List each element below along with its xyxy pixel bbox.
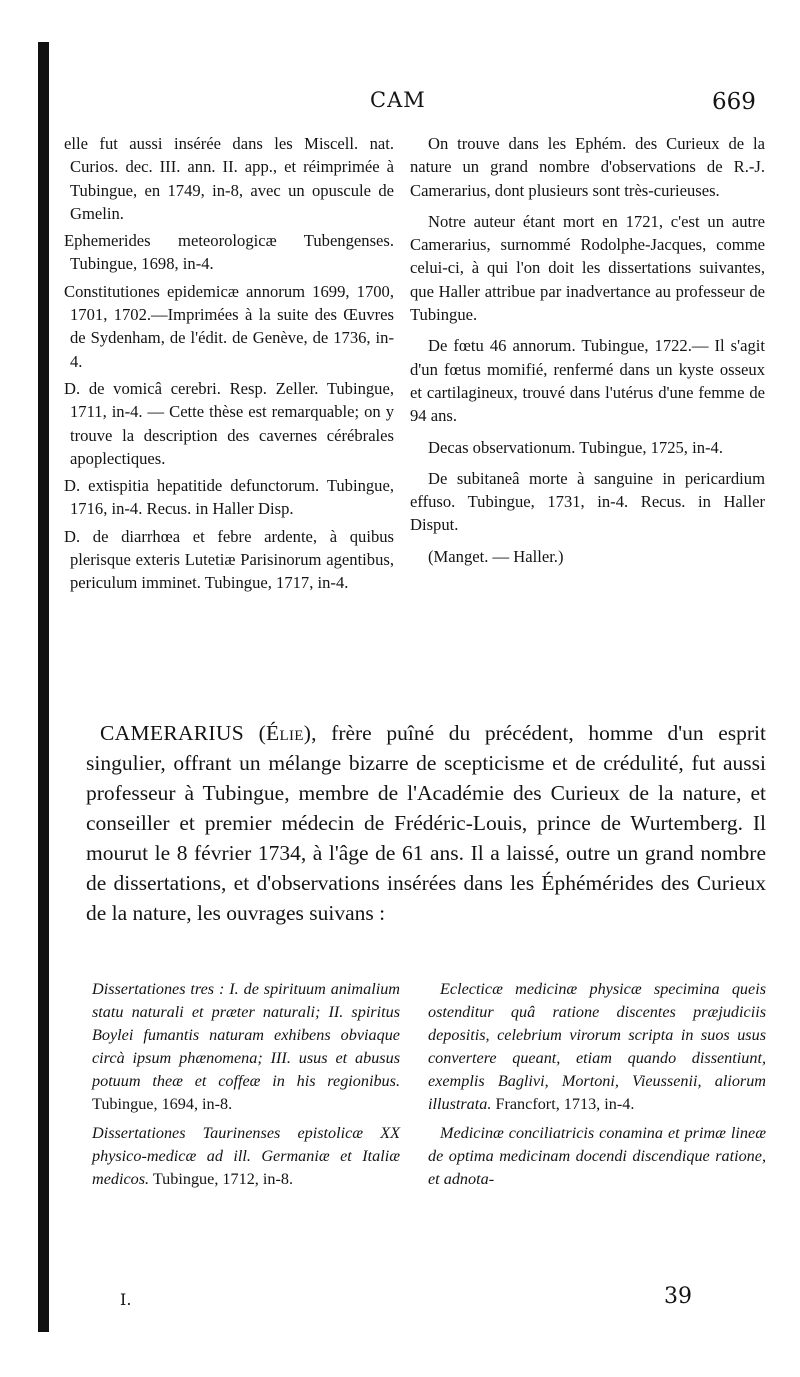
- entry-headword: CAMERARIUS: [100, 721, 244, 745]
- work-item: [92, 1122, 400, 1191]
- right-paragraph-1: On trouve dans les Ephém. des Curieux de la nature un grand nombre d'observations de R.-J. Camerarius, dont plusieurs sont très-curieuses.: [410, 134, 765, 200]
- right-column: [410, 132, 765, 568]
- entry-forename: (Élie): [258, 721, 312, 745]
- left-paragraph-1: elle fut aussi insérée dans les Miscell. nat. Curios. dec. III. ann. II. app., et réimprimée à Tubingue, en 1749, in-8, avec un opuscule de Gmelin.: [64, 134, 394, 223]
- left-paragraph-2: Ephemerides meteorologicæ Tubengenses. Tubingue, 1698, in-4.: [64, 231, 394, 274]
- left-paragraph-3: Constitutiones epidemicæ annorum 1699, 1700, 1701, 1702.—Imprimées à la suite des Œuvres de Sydenham, de l'édit. de Genève, de 1736, in-4.: [64, 281, 394, 371]
- left-paragraph-5: D. extispitia hepatitide defunctorum. Tubingue, 1716, in-4. Recus. in Haller Disp.: [64, 476, 394, 519]
- page-number: 669: [712, 89, 756, 115]
- sheet-number: 39: [664, 1284, 692, 1309]
- left-paragraph-6: D. de diarrhœa et febre ardente, à quibus plerisque exteris Lutetiæ Parisinorum agentibus, periculum imminet. Tubingue, 1717, in-4.: [64, 526, 394, 593]
- right-paragraph-2: Notre auteur étant mort en 1721, c'est un autre Camerarius, surnommé Rodolphe-Jacques, comme celui-ci, à qui l'on doit les dissertations suivantes, que Haller attribue par inadvertance au professeur de Tubingue.: [410, 211, 765, 325]
- work-title: Dissertationes tres : I. de spirituum animalium statu naturali et præter naturali; II. spiritus Boylei fumantis naturam exhibens obviaque circà ipsum phænomena; III. usus et abusus potuum theæ et coffeæ in his regionibus.: [92, 980, 400, 1090]
- work-item: [428, 978, 766, 1116]
- work-title: Eclecticæ medicinæ physicæ specimina queis ostenditur quâ ratione discentes præjudiciis depositis, celebrium virorum scripta in suos usus convertere queant, etiam quando dissentiunt, exemplis Baglivi, Mortoni, Vieussenii, aliorum illustrata.: [428, 980, 766, 1113]
- works-left-column: [92, 978, 400, 1197]
- right-paragraph-5: De subitaneâ morte à sanguine in pericardium effuso. Tubingue, 1731, in-4. Recus. in Haller Disput.: [410, 468, 765, 535]
- right-paragraph-3: De fœtu 46 annorum. Tubingue, 1722.— Il s'agit d'un fœtus momifié, renfermé dans un kyste osseux et cartilagineux, trouvé dans l'utérus d'une femme de 94 ans.: [410, 336, 765, 426]
- right-source-note: (Manget. — Haller.): [428, 546, 564, 566]
- main-entry: [86, 718, 766, 928]
- work-item: [428, 1122, 766, 1191]
- work-item: [92, 978, 400, 1116]
- entry-text: , frère puîné du précédent, homme d'un esprit singulier, offrant un mélange bizarre de scepticisme et de crédulité, fut aussi professeur à Tubingue, membre de l'Académie des Curieux de la nature, et conseiller et premier médecin de Frédéric-Louis, prince de Wurtemberg. Il mourut le 8 février 1734, à l'âge de 61 ans. Il a laissé, outre un grand nombre de dissertations, et d'observations insérées dans les Éphémérides des Curieux de la nature, les ouvrages suivans :: [86, 721, 767, 925]
- main-entry-paragraph: [86, 718, 766, 928]
- right-paragraph-4: Decas observationum. Tubingue, 1725, in-4.: [428, 437, 723, 457]
- signature-mark: I.: [120, 1290, 132, 1309]
- left-column: [64, 132, 394, 595]
- scan-edge-bar: [38, 42, 49, 1332]
- works-right-column: [428, 978, 766, 1197]
- work-title: Dissertationes Taurinenses epistolicæ XX physico-medicæ ad ill. Germaniæ et Italiæ medicos.: [92, 1124, 400, 1188]
- left-paragraph-4: D. de vomicâ cerebri. Resp. Zeller. Tubingue, 1711, in-4. — Cette thèse est remarquable; on y trouve la description des cavernes cérébrales apoplectiques.: [64, 378, 394, 468]
- work-imprint: Tubingue, 1694, in-8.: [92, 1095, 233, 1113]
- running-head: CAM: [370, 88, 426, 112]
- work-imprint: Tubingue, 1712, in-8.: [149, 1170, 294, 1188]
- work-imprint: Francfort, 1713, in-4.: [491, 1095, 635, 1113]
- work-title: Medicinæ conciliatricis conamina et primæ lineæ de optima medicinam docendi discendique ratione, et adnota-: [428, 1124, 766, 1188]
